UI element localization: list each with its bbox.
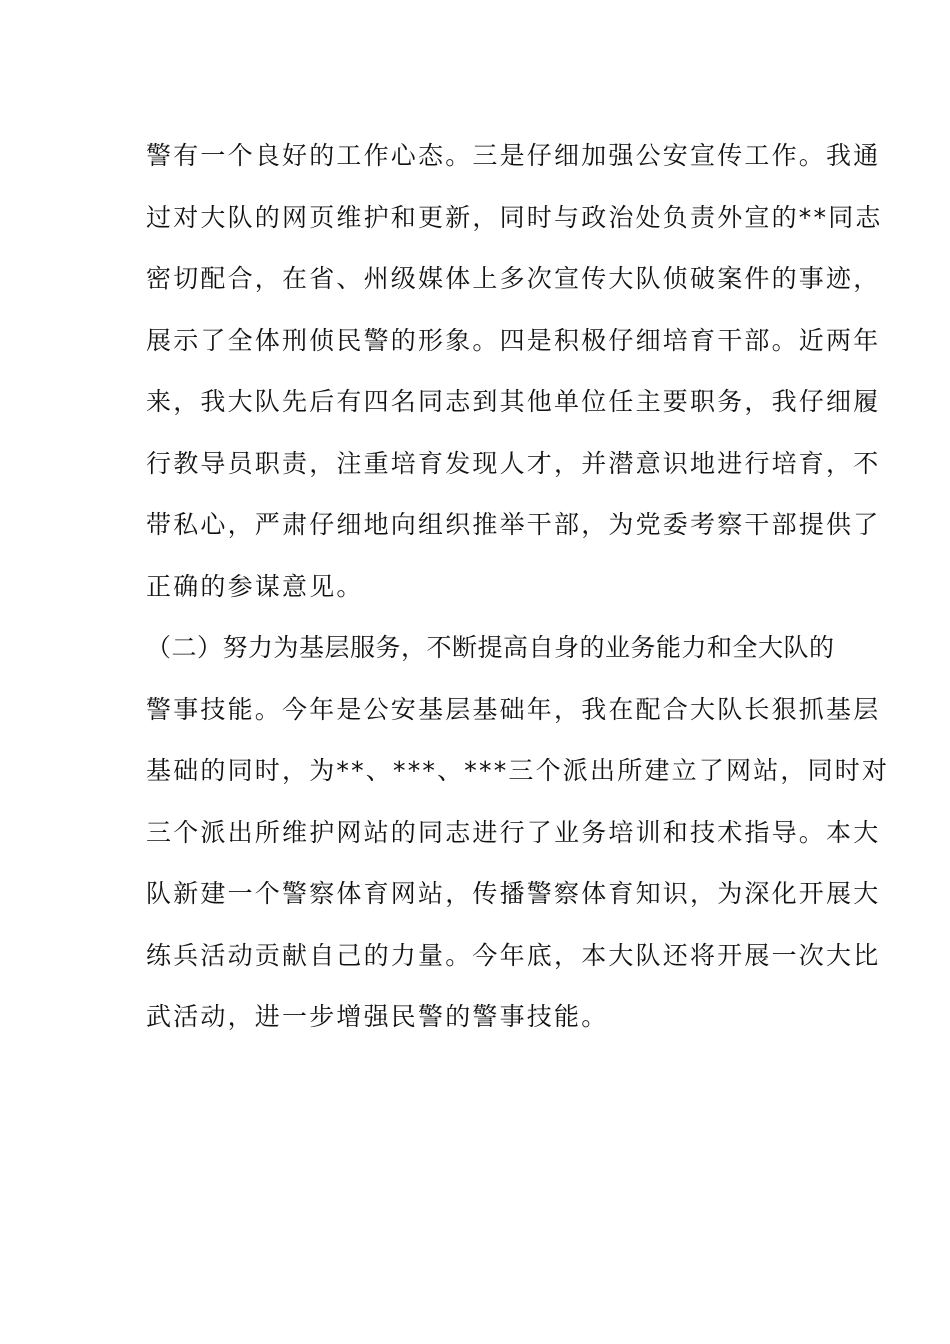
text-line: 来，我大队先后有四名同志到其他单位任主要职务，我仔细履 <box>146 387 881 416</box>
text-line: 队新建一个警察体育网站，传播警察体育知识，为深化开展大 <box>146 879 881 908</box>
text-line: 基础的同时，为**、***、***三个派出所建立了网站，同时对 <box>146 756 890 785</box>
text-line: 带私心，严肃仔细地向组织推举干部，为党委考察干部提供了 <box>146 510 881 539</box>
text-line: 三个派出所维护网站的同志进行了业务培训和技术指导。本大 <box>146 817 881 847</box>
text-line: 警事技能。今年是公安基层基础年，我在配合大队长狠抓基层 <box>146 694 881 724</box>
text-line: 警有一个良好的工作心态。三是仔细加强公安宣传工作。我通 <box>146 141 881 170</box>
text-line: 展示了全体刑侦民警的形象。四是积极仔细培育干部。近两年 <box>146 325 881 355</box>
text-line: 过对大队的网页维护和更新，同时与政治处负责外宣的**同志 <box>146 202 883 232</box>
text-line: 练兵活动贡献自己的力量。今年底，本大队还将开展一次大比 <box>146 940 881 970</box>
text-line: 正确的参谋意见。 <box>146 571 364 601</box>
section-heading-line: （二）努力为基层服务，不断提高自身的业务能力和全大队的 <box>146 633 835 662</box>
text-line: 行教导员职责，注重培育发现人才，并潜意识地进行培育，不 <box>146 448 881 478</box>
text-line: 武活动，进一步增强民警的警事技能。 <box>146 1002 609 1031</box>
document-body <box>146 125 890 1048</box>
text-line: 密切配合，在省、州级媒体上多次宣传大队侦破案件的事迹， <box>146 264 881 293</box>
